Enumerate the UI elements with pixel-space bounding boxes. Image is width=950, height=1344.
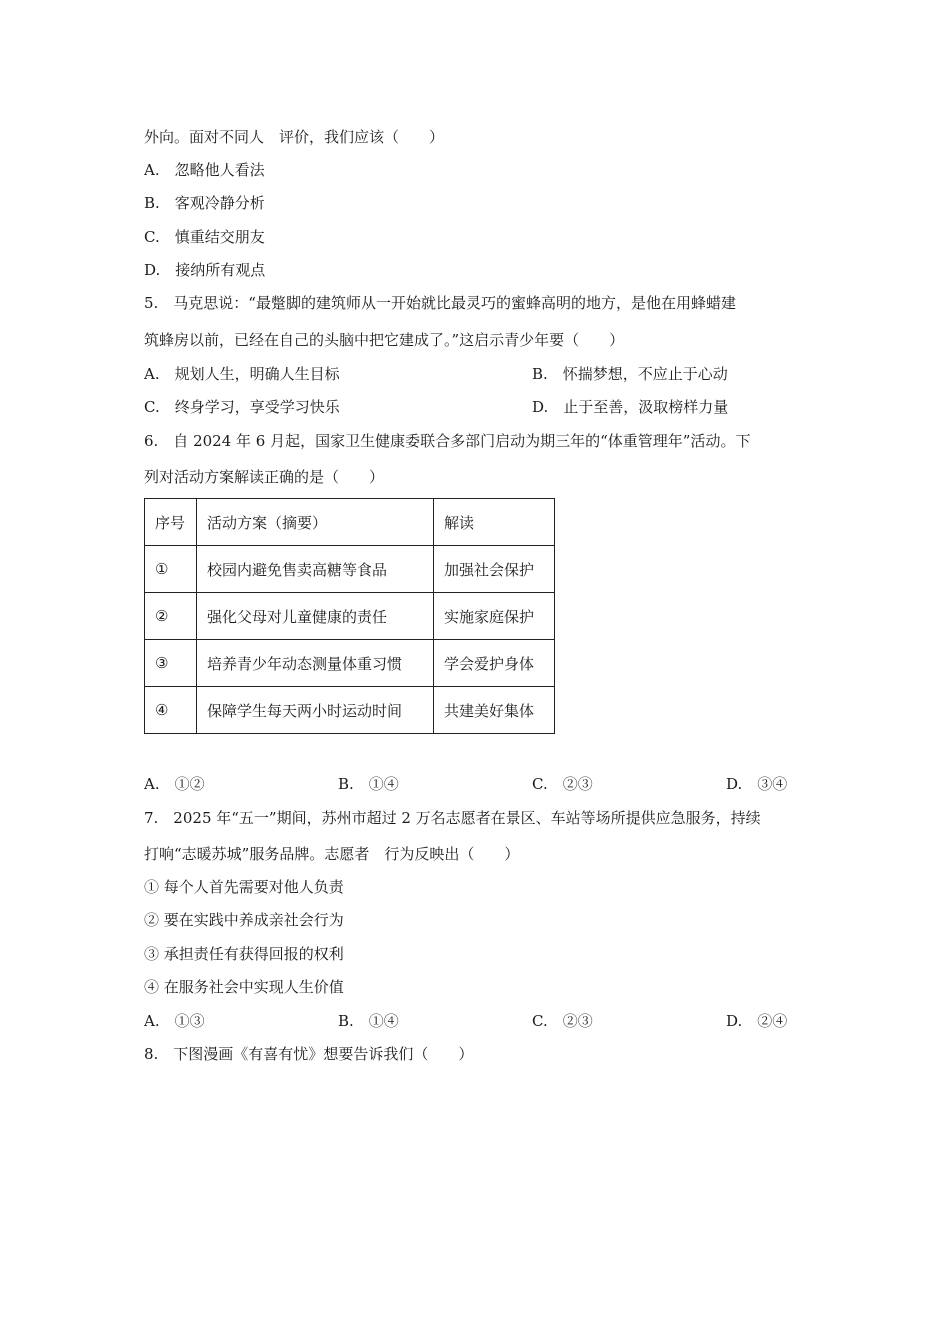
q7-stem-line2: 打响“志暖苏城”服务品牌。志愿者 行为反映出（ ） xyxy=(144,845,520,863)
q7-statement-2: ② 要在实践中养成亲社会行为 xyxy=(144,911,344,929)
table-cell: ④ xyxy=(145,687,197,734)
q8-stem: 8. 下图漫画《有喜有忧》想要告诉我们（ ） xyxy=(144,1045,474,1063)
table-cell: 保障学生每天两小时运动时间 xyxy=(197,687,434,734)
q7-stem-line1: 7. 2025 年“五一”期间，苏州市超过 2 万名志愿者在景区、车站等场所提供应急服务，持续 xyxy=(144,809,761,827)
table-cell: 共建美好集体 xyxy=(434,687,555,734)
q6-option-d: D. ③④ xyxy=(726,775,788,793)
q5-option-b: B. 怀揣梦想，不应止于心动 xyxy=(532,365,728,383)
q5-stem-line1: 5. 马克思说：“最蹩脚的建筑师从一开始就比最灵巧的蜜蜂高明的地方，是他在用蜂蜡建 xyxy=(144,294,736,312)
q4-option-b: B. 客观冷静分析 xyxy=(144,194,265,212)
table-cell: 实施家庭保护 xyxy=(434,593,555,640)
table-header-cell: 序号 xyxy=(145,499,197,546)
table-cell: ③ xyxy=(145,640,197,687)
table-header-cell: 活动方案（摘要） xyxy=(197,499,434,546)
q4-stem: 外向。面对不同人 评价，我们应该（ ） xyxy=(144,128,445,146)
q6-option-c: C. ②③ xyxy=(532,775,593,793)
table-cell: 加强社会保护 xyxy=(434,546,555,593)
table-row xyxy=(145,687,555,734)
table-cell: ② xyxy=(145,593,197,640)
q7-option-a: A. ①③ xyxy=(144,1012,205,1030)
table-cell: 培养青少年动态测量体重习惯 xyxy=(197,640,434,687)
q4-option-a: A. 忽略他人看法 xyxy=(144,161,265,179)
q7-statement-3: ③ 承担责任有获得回报的权利 xyxy=(144,945,344,963)
q7-option-b: B. ①④ xyxy=(338,1012,399,1030)
q7-statement-1: ① 每个人首先需要对他人负责 xyxy=(144,878,344,896)
q6-stem-line1: 6. 自 2024 年 6 月起，国家卫生健康委联合多部门启动为期三年的“体重管理年”活动。下 xyxy=(144,432,751,450)
table-cell: 学会爱护身体 xyxy=(434,640,555,687)
q5-option-c: C. 终身学习，享受学习快乐 xyxy=(144,398,340,416)
q5-option-a: A. 规划人生，明确人生目标 xyxy=(144,365,340,383)
table-row xyxy=(145,593,555,640)
table-header-cell: 解读 xyxy=(434,499,555,546)
table-header-row xyxy=(145,499,555,546)
table-row xyxy=(145,640,555,687)
table-row xyxy=(145,546,555,593)
q6-stem-line2: 列对活动方案解读正确的是（ ） xyxy=(144,468,385,486)
q6-option-a: A. ①② xyxy=(144,775,205,793)
q5-stem-line2: 筑蜂房以前，已经在自己的头脑中把它建成了。”这启示青少年要（ ） xyxy=(144,331,625,349)
table-cell: 校园内避免售卖高糖等食品 xyxy=(197,546,434,593)
q7-option-c: C. ②③ xyxy=(532,1012,593,1030)
q6-option-b: B. ①④ xyxy=(338,775,399,793)
q5-option-d: D. 止于至善，汲取榜样力量 xyxy=(532,398,729,416)
table-cell: ① xyxy=(145,546,197,593)
q6-activity-table xyxy=(144,498,555,734)
q7-option-d: D. ②④ xyxy=(726,1012,788,1030)
q7-statement-4: ④ 在服务社会中实现人生价值 xyxy=(144,978,344,996)
q4-option-d: D. 接纳所有观点 xyxy=(144,261,266,279)
table-cell: 强化父母对儿童健康的责任 xyxy=(197,593,434,640)
q4-option-c: C. 慎重结交朋友 xyxy=(144,228,265,246)
